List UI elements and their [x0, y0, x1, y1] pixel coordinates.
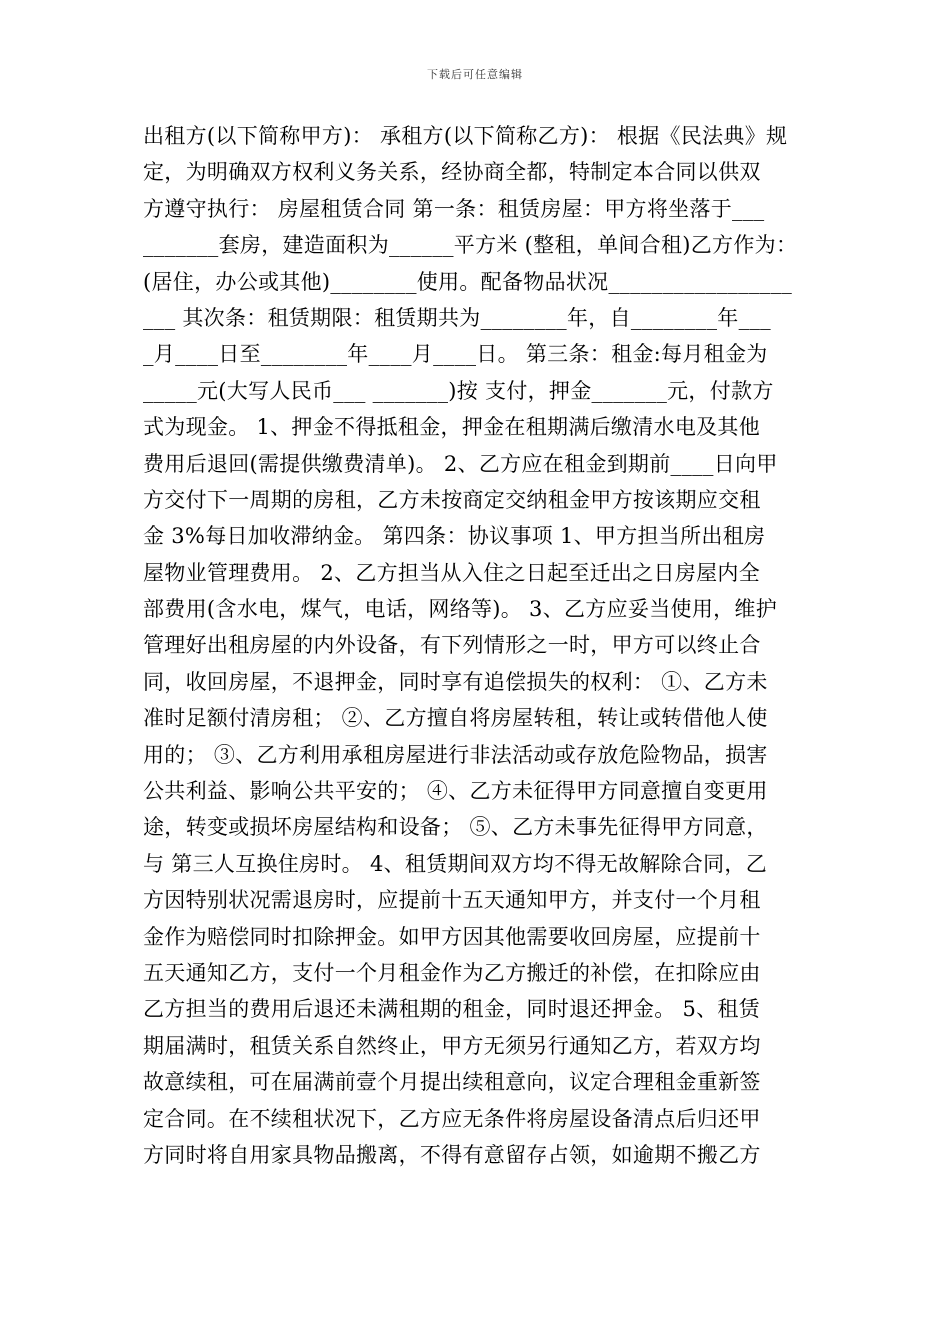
text-line: 与 第三人互换住房时。 4、租赁期间双方均不得无故解除合同，乙: [143, 851, 768, 876]
text-line: 屋物业管理费用。 2、乙方担当从入住之日起至迁出之日房屋内全: [143, 560, 761, 585]
text-line: 金 3%每日加收滞纳金。 第四条：协议事项 1、甲方担当所出租房: [143, 524, 766, 549]
text-line: 乙方担当的费用后退还未满租期的租金，同时退还押金。 5、租赁: [143, 997, 761, 1022]
text-line: 定合同。在不续租状况下，乙方应无条件将房屋设备清点后归还甲: [143, 1106, 761, 1131]
text-line: 部费用(含水电，煤气，电话，网络等)。 3、乙方应妥当使用，维护: [143, 597, 778, 622]
text-line: 方遵守执行： 房屋租赁合同 第一条：租赁房屋：甲方将坐落于___: [143, 196, 765, 221]
text-line: (居住，办公或其他)________使用。配备物品状况_________________: [143, 269, 793, 294]
text-line: 准时足额付清房租； ②、乙方擅自将房屋转租，转让或转借他人使: [143, 706, 768, 731]
text-line: 定，为明确双方权利义务关系，经协商全都，特制定本合同以供双: [143, 160, 761, 185]
text-line: 五天通知乙方，支付一个月租金作为乙方搬迁的补偿，在扣除应由: [143, 960, 761, 985]
text-line: 故意续租，可在届满前壹个月提出续租意向，议定合理租金重新签: [143, 1070, 761, 1095]
text-line: 途，转变或损坏房屋结构和设备； ⑤、乙方未事先征得甲方同意，: [143, 815, 768, 840]
text-line: _____元(大写人民币___ _______)按 支付，押金_______元，付款方: [143, 378, 774, 403]
page-header: 下载后可任意编辑: [427, 68, 523, 81]
text-line: 用的； ③、乙方利用承租房屋进行非法活动或存放危险物品，损害: [143, 742, 768, 767]
text-line: ___ 其次条：租赁期限：租赁期共为________年，自________年___: [143, 305, 771, 330]
text-line: _月____日至________年____月____日。 第三条：租金:每月租金为: [143, 342, 768, 367]
text-line: 费用后退回(需提供缴费清单)。 2、乙方应在租金到期前____日向甲: [143, 451, 778, 476]
text-line: 金作为赔偿同时扣除押金。如甲方因其他需要收回房屋，应提前十: [143, 924, 761, 949]
text-line: 方因特别状况需退房时，应提前十五天通知甲方，并支付一个月租: [143, 888, 761, 913]
text-line: 期届满时，租赁关系自然终止，甲方无须另行通知乙方，若双方均: [143, 1033, 761, 1058]
text-line: 出租方(以下简称甲方)： 承租方(以下简称乙方)： 根据《民法典》规: [143, 124, 788, 148]
contract-body: [143, 118, 811, 1173]
text-line: 方同时将自用家具物品搬离，不得有意留存占领，如逾期不搬乙方: [143, 1142, 761, 1167]
text-line: 公共利益、影响公共平安的； ④、乙方未征得甲方同意擅自变更用: [143, 779, 768, 804]
text-line: 方交付下一周期的房租，乙方未按商定交纳租金甲方按该期应交租: [143, 487, 761, 512]
text-line: 管理好出租房屋的内外设备，有下列情形之一时，甲方可以终止合: [143, 633, 761, 658]
text-line: 式为现金。 1、押金不得抵租金，押金在租期满后缴清水电及其他: [143, 415, 761, 440]
text-line: 同，收回房屋，不退押金，同时享有追偿损失的权利： ①、乙方未: [143, 669, 768, 694]
text-line: _______套房，建造面积为______平方米 (整租，单间合租)乙方作为：: [143, 233, 798, 258]
